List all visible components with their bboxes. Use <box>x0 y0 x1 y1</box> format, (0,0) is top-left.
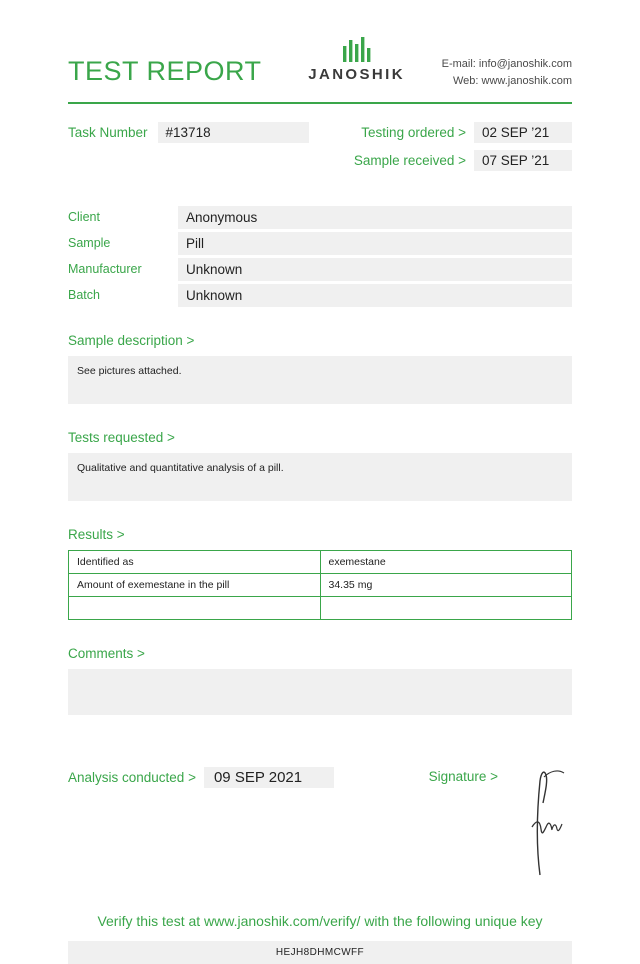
signature-icon <box>510 767 572 877</box>
batch-value: Unknown <box>178 284 572 307</box>
verify-text: Verify this test at www.janoshik.com/verify/ with the following unique key <box>97 913 543 930</box>
analysis-conducted-date: 09 SEP 2021 <box>204 767 334 788</box>
manufacturer-value: Unknown <box>178 258 572 281</box>
tests-requested-title: Tests requested > <box>68 430 175 446</box>
sample-info-table <box>68 206 572 307</box>
contact-info <box>442 56 572 90</box>
comments-text <box>68 669 572 715</box>
sample-received-label: Sample received > <box>353 153 466 169</box>
manufacturer-label: Manufacturer <box>68 262 142 277</box>
result-value: exemestane <box>320 551 572 574</box>
result-value: 34.35 mg <box>320 574 572 597</box>
testing-ordered-row <box>354 122 572 143</box>
page-title: TEST REPORT <box>68 56 262 86</box>
contact-email: E-mail: info@janoshik.com <box>441 58 572 70</box>
brand-logo <box>308 36 405 83</box>
task-dates <box>354 122 572 178</box>
signature-group <box>429 767 572 877</box>
comments-title: Comments > <box>68 646 145 662</box>
result-name: Identified as <box>69 551 321 574</box>
analysis-signature-row <box>68 767 572 877</box>
task-number-group <box>68 122 309 143</box>
result-name <box>69 597 321 620</box>
table-row <box>68 232 572 255</box>
table-row <box>68 258 572 281</box>
sample-description-title: Sample description > <box>68 333 195 349</box>
result-value <box>320 597 572 620</box>
table-row <box>69 597 572 620</box>
result-name: Amount of exemestane in the pill <box>69 574 321 597</box>
report-header <box>68 0 572 90</box>
client-label: Client <box>68 210 100 225</box>
analysis-conducted-label: Analysis conducted > <box>68 770 196 786</box>
sample-label: Sample <box>68 236 111 251</box>
table-row <box>69 574 572 597</box>
testing-ordered-label: Testing ordered > <box>361 125 466 141</box>
contact-web: Web: www.janoshik.com <box>452 75 572 88</box>
sample-description-text: See pictures attached. <box>68 356 572 404</box>
task-summary <box>68 122 572 178</box>
brand-wordmark: JANOSHIK <box>308 66 405 83</box>
client-value: Anonymous <box>178 206 572 229</box>
janoshik-logo-icon <box>329 36 385 62</box>
unique-key: HEJH8DHMCWFF <box>68 941 572 964</box>
header-divider <box>68 102 572 104</box>
tests-requested-text: Qualitative and quantitative analysis of a pill. <box>68 453 572 501</box>
table-row <box>69 551 572 574</box>
sample-received-row <box>354 150 572 171</box>
batch-label: Batch <box>68 288 100 303</box>
analysis-conducted-group <box>68 767 334 788</box>
signature-label: Signature > <box>428 769 498 785</box>
results-table <box>68 550 572 620</box>
task-number-value: #13718 <box>158 122 309 143</box>
sample-received-value: 07 SEP ’21 <box>474 150 572 171</box>
task-number-label: Task Number <box>68 125 148 141</box>
table-row <box>68 284 572 307</box>
testing-ordered-value: 02 SEP ’21 <box>474 122 572 143</box>
table-row <box>68 206 572 229</box>
sample-value: Pill <box>178 232 572 255</box>
results-title: Results > <box>68 527 125 543</box>
